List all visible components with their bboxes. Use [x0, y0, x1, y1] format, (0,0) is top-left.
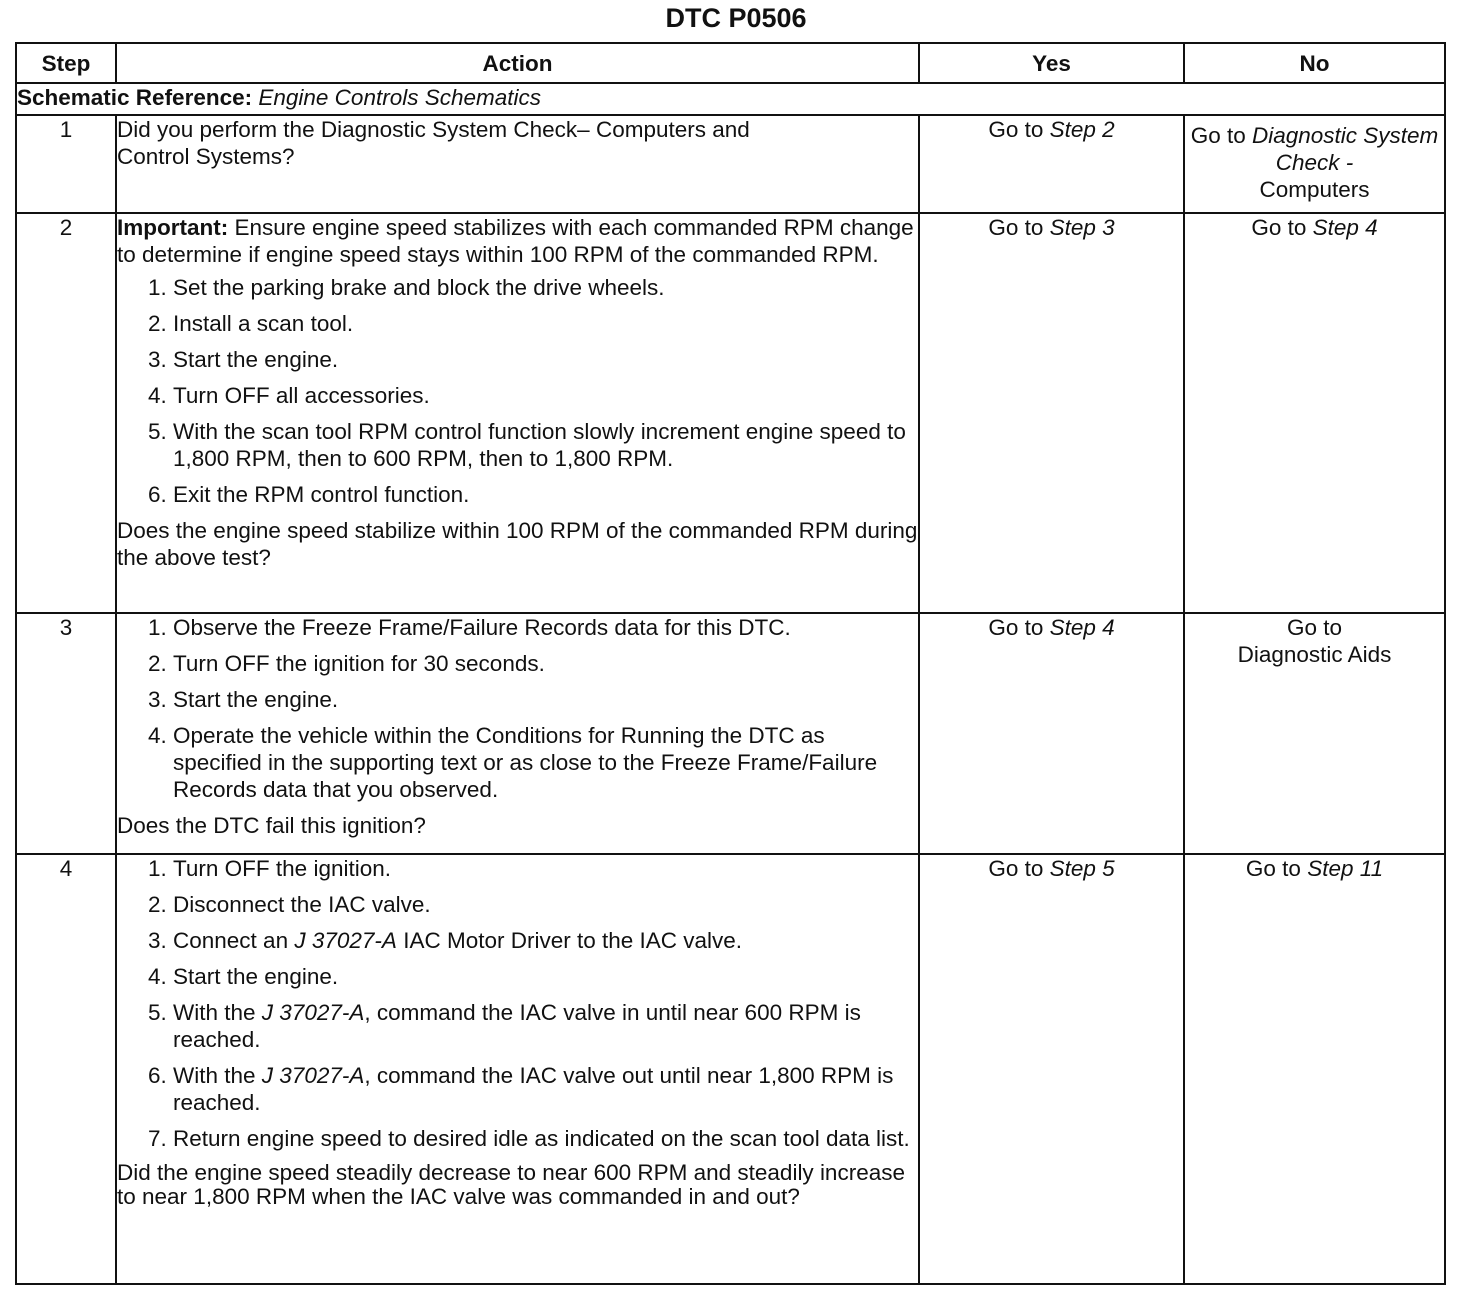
table-row	[16, 213, 1445, 613]
yes-cell	[919, 213, 1184, 613]
no-prefix: Go to	[1251, 215, 1307, 240]
list-item	[173, 1062, 918, 1116]
no-prefix: Go to	[1245, 856, 1301, 881]
yes-prefix: Go to	[988, 117, 1044, 142]
item-text: , command the IAC valve in until near 600 RPM is reached.	[173, 1000, 861, 1052]
list-item: 4. Operate the vehicle within the Conditions for Running the DTC as specified in the supporting text or as close to the Freeze Frame/Failure Records data that you observed.	[173, 722, 918, 803]
item-text: IAC Motor Driver to the IAC valve.	[403, 928, 743, 953]
list-item: 2. Turn OFF the ignition for 30 seconds.	[173, 650, 918, 677]
question-text: Does the engine speed stabilize within 100 RPM of the commanded RPM during the above test?	[117, 518, 918, 570]
page-title: DTC P0506	[665, 3, 807, 33]
yes-link[interactable]: Step 2	[1049, 117, 1115, 142]
question-text: Did the engine speed steadily decrease to near 600 RPM and steadily increase to near 1,800 RPM when the IAC valve was commanded in and out?	[117, 1160, 905, 1209]
header-yes: Yes	[919, 43, 1184, 83]
table-row	[16, 115, 1445, 213]
procedure-list	[117, 614, 918, 803]
no-cell	[1184, 213, 1445, 613]
no-link[interactable]: Diagnostic Aids	[1237, 642, 1392, 667]
diagnostic-table	[15, 42, 1446, 1285]
item-text: Connect an	[173, 928, 289, 953]
tool-name: J 37027-A	[261, 1063, 365, 1088]
list-item: 2. Install a scan tool.	[173, 310, 918, 337]
step-number: 3	[16, 613, 116, 854]
header-step: Step	[16, 43, 116, 83]
tool-name: J 37027-A	[294, 928, 397, 953]
no-cell	[1184, 613, 1445, 854]
header-row	[16, 43, 1445, 83]
yes-link[interactable]: Step 5	[1049, 856, 1115, 881]
yes-prefix: Go to	[988, 856, 1044, 881]
list-item: 2. Disconnect the IAC valve.	[173, 891, 918, 918]
action-cell	[116, 854, 919, 1284]
yes-cell	[919, 115, 1184, 213]
yes-link[interactable]: Step 3	[1049, 215, 1115, 240]
procedure-list	[117, 274, 918, 508]
list-item: 6. Exit the RPM control function.	[173, 481, 918, 508]
list-item	[173, 999, 918, 1053]
list-item: 1. Observe the Freeze Frame/Failure Records data for this DTC.	[173, 614, 918, 641]
yes-prefix: Go to	[988, 615, 1044, 640]
tool-name: J 37027-A	[261, 1000, 365, 1025]
question-text: Did you perform the Diagnostic System Check– Computers and Control Systems?	[117, 117, 750, 169]
list-item: 3. Start the engine.	[173, 686, 918, 713]
no-suffix: Computers	[1259, 177, 1370, 202]
no-link[interactable]: Diagnostic System Check -	[1251, 123, 1439, 175]
schematic-label: Schematic Reference:	[17, 85, 253, 110]
yes-link[interactable]: Step 4	[1049, 615, 1115, 640]
action-cell	[116, 213, 919, 613]
important-text: Ensure engine speed stabilizes with each commanded RPM change to determine if engine speed stays within 100 RPM of the commanded RPM.	[117, 215, 914, 267]
step-number: 2	[16, 213, 116, 613]
no-link[interactable]: Step 11	[1307, 856, 1384, 881]
question-text: Does the DTC fail this ignition?	[117, 813, 426, 838]
list-item: 4. Turn OFF all accessories.	[173, 382, 918, 409]
no-cell	[1184, 854, 1445, 1284]
item-text: With the	[173, 1063, 256, 1088]
important-note	[117, 214, 918, 268]
schematic-link[interactable]: Engine Controls Schematics	[258, 85, 542, 110]
yes-cell	[919, 854, 1184, 1284]
list-item: 1. Turn OFF the ignition.	[173, 855, 918, 882]
no-cell	[1184, 115, 1445, 213]
item-text: With the	[173, 1000, 256, 1025]
header-action: Action	[116, 43, 919, 83]
action-cell	[116, 613, 919, 854]
header-no: No	[1184, 43, 1445, 83]
step-number: 4	[16, 854, 116, 1284]
no-prefix: Go to	[1286, 615, 1343, 640]
action-cell	[116, 115, 919, 213]
schematic-row	[16, 83, 1445, 115]
list-item: 7. Return engine speed to desired idle as indicated on the scan tool data list.	[173, 1125, 918, 1152]
table-row	[16, 613, 1445, 854]
no-link[interactable]: Step 4	[1312, 215, 1378, 240]
yes-prefix: Go to	[988, 215, 1044, 240]
list-item	[173, 927, 918, 954]
list-item: 3. Start the engine.	[173, 346, 918, 373]
step-number: 1	[16, 115, 116, 213]
table-row	[16, 854, 1445, 1284]
no-prefix: Go to	[1190, 123, 1246, 148]
yes-cell	[919, 613, 1184, 854]
list-item: 5. With the scan tool RPM control function slowly increment engine speed to 1,800 RPM, then to 600 RPM, then to 1,800 RPM.	[173, 418, 918, 472]
important-label: Important:	[117, 215, 229, 240]
procedure-list	[117, 855, 918, 1152]
schematic-reference	[16, 83, 1445, 115]
item-text: , command the IAC valve out until near 1,800 RPM is reached.	[173, 1063, 894, 1115]
list-item: 4. Start the engine.	[173, 963, 918, 990]
list-item: 1. Set the parking brake and block the drive wheels.	[173, 274, 918, 301]
